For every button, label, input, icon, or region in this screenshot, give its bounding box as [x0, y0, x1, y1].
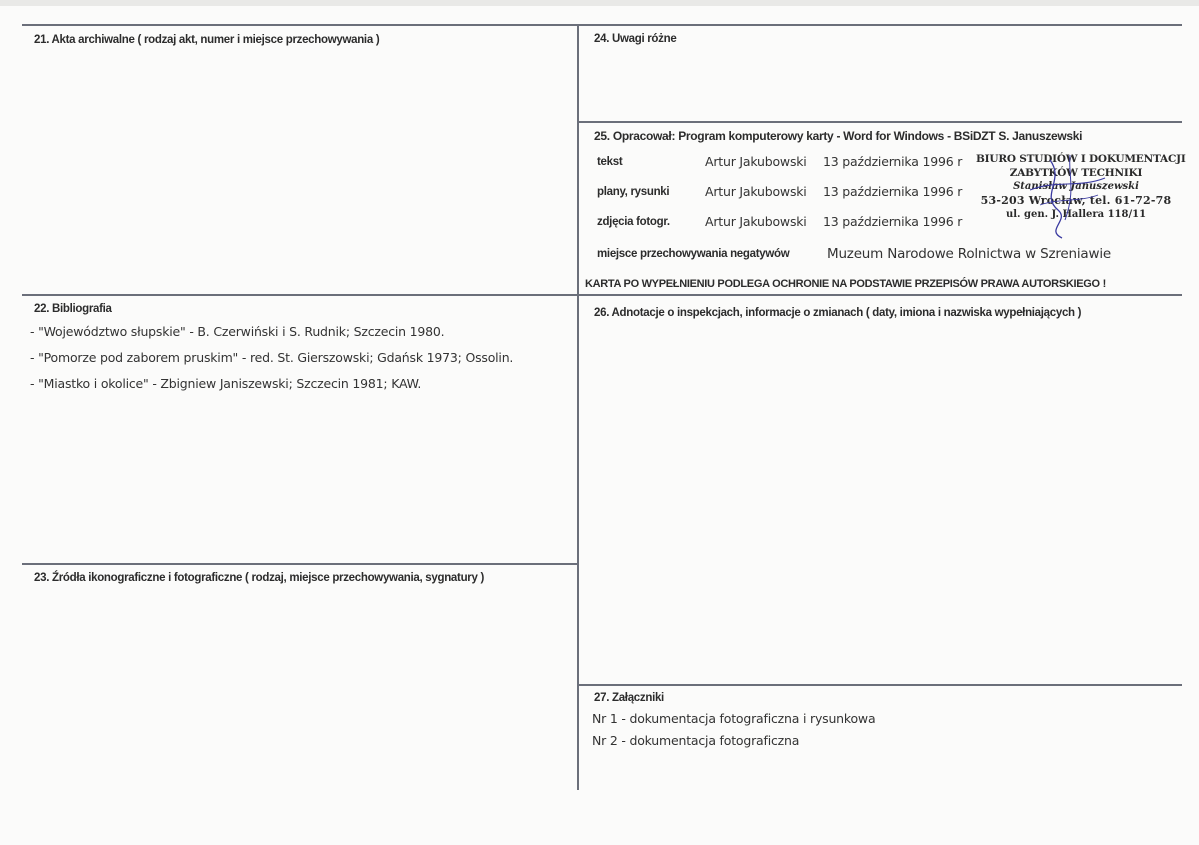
rule-under-24 [579, 121, 1182, 123]
section-23-title: 23. Źródła ikonograficzne i fotograficzne ( rodzaj, miejsce przechowywania, sygnatury ) [34, 572, 484, 584]
author-row-name-text: Artur Jakubowski [705, 154, 807, 169]
section-22-title: 22. Bibliografia [34, 303, 112, 315]
section-21-title: 21. Akta archiwalne ( rodzaj akt, numer i miejsce przechowywania ) [34, 34, 380, 46]
office-stamp [976, 152, 1186, 222]
author-row-date-plans: 13 października 1996 r [823, 184, 963, 199]
attachment-item-1: Nr 1 - dokumentacja fotograficzna i rysunkowa [592, 711, 876, 726]
rule-under-26 [579, 684, 1182, 686]
section-26-title: 26. Adnotacje o inspekcjach, informacje o zmianach ( daty, imiona i nazwiska wypełniających ) [594, 307, 1082, 319]
stamp-line-5: ul. gen. J. Hallera 118/11 [1005, 209, 1147, 220]
author-row-label-text: tekst [597, 156, 623, 168]
page-top-edge [0, 0, 1199, 6]
top-rule [22, 24, 1182, 26]
rule-under-22 [22, 563, 578, 565]
section-24-title: 24. Uwagi różne [594, 33, 677, 45]
bibliography-item-2: - "Pomorze pod zaborem pruskim" - red. St. Gierszowski; Gdańsk 1973; Ossolin. [30, 350, 514, 365]
author-row-label-photos: zdjęcia fotogr. [597, 216, 670, 228]
bibliography-item-1: - "Województwo słupskie" - B. Czerwiński i S. Rudnik; Szczecin 1980. [30, 324, 445, 339]
rule-under-25 [579, 294, 1182, 296]
negatives-value: Muzeum Narodowe Rolnictwa w Szreniawie [827, 246, 1111, 262]
stamp-line-1: BIURO STUDIÓW I DOKUMENTACJI [976, 153, 1186, 165]
rule-under-21 [22, 294, 578, 296]
stamp-line-4: 53-203 Wrocław, tel. 61-72-78 [980, 194, 1172, 207]
section-27-title: 27. Załączniki [594, 692, 664, 704]
bibliography-item-3: - "Miastko i okolice" - Zbigniew Janiszewski; Szczecin 1981; KAW. [30, 376, 422, 391]
stamp-line-3: Stanisław Januszewski [1013, 181, 1139, 192]
author-row-name-photos: Artur Jakubowski [705, 214, 807, 229]
copyright-notice: KARTA PO WYPEŁNIENIU PODLEGA OCHRONIE NA PODSTAWIE PRZEPISÓW PRAWA AUTORSKIEGO ! [585, 278, 1106, 290]
author-row-label-plans: plany, rysunki [597, 186, 670, 198]
author-row-date-text: 13 października 1996 r [823, 154, 963, 169]
negatives-label: miejsce przechowywania negatywów [597, 248, 790, 260]
center-divider [577, 24, 579, 790]
section-25-title: 25. Opracował: Program komputerowy karty - Word for Windows - BSiDZT S. Januszewski [594, 129, 1083, 143]
attachment-item-2: Nr 2 - dokumentacja fotograficzna [592, 733, 800, 748]
stamp-line-2: ZABYTKÓW TECHNIKI [1009, 167, 1143, 179]
author-row-date-photos: 13 października 1996 r [823, 214, 963, 229]
author-row-name-plans: Artur Jakubowski [705, 184, 807, 199]
